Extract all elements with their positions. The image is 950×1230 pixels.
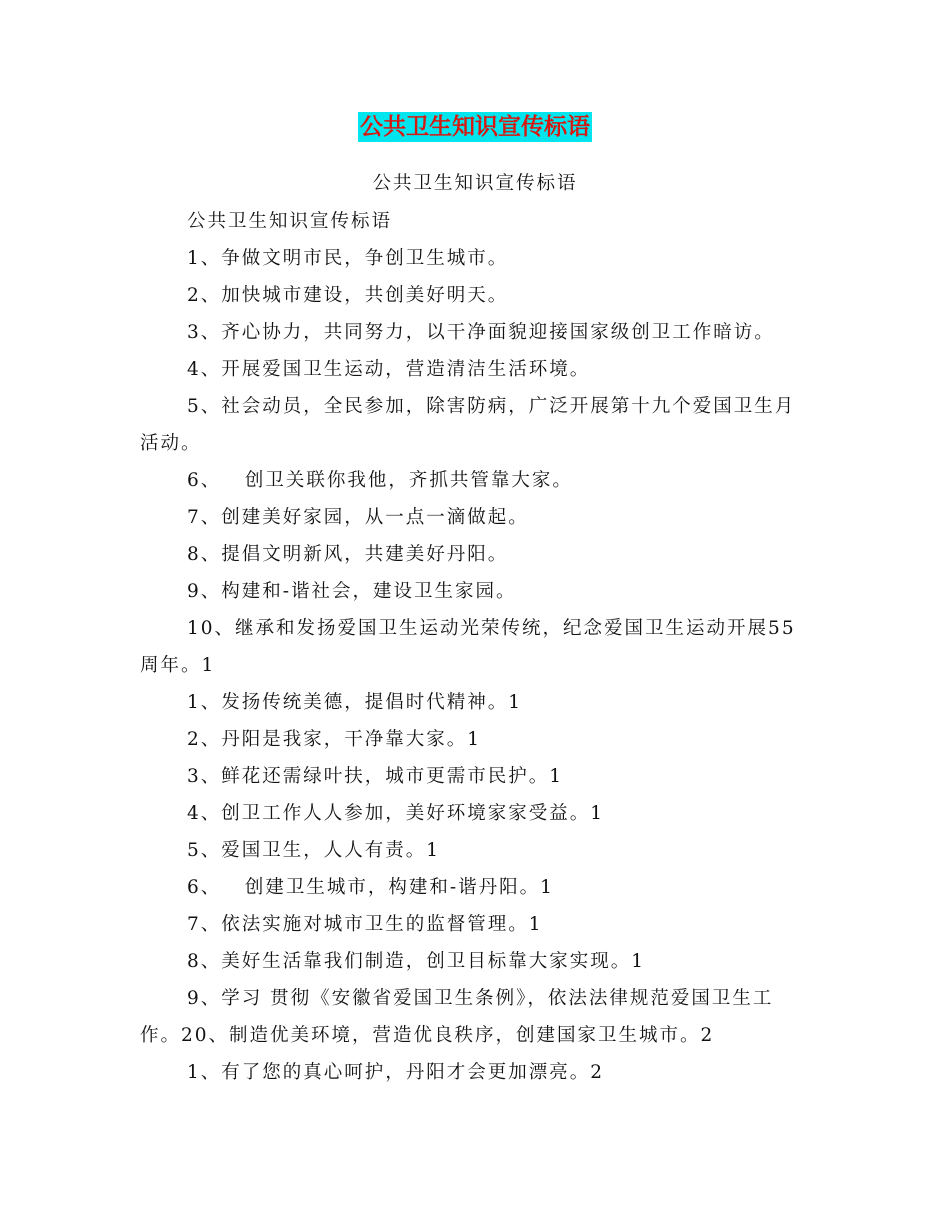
paragraph: 2、丹阳是我家，干净靠大家。1 [187, 729, 482, 750]
paragraph: 5、社会动员，全民参加，除害防病，广泛开展第十九个爱国卫生月活动。 [140, 396, 796, 454]
page-title: 公共卫生知识宣传标语 [360, 114, 590, 140]
paragraph: 4、创卫工作人人参加，美好环境家家受益。1 [187, 803, 605, 824]
paragraph: 6、 创建卫生城市，构建和-谐丹阳。1 [187, 877, 554, 898]
paragraph: 7、依法实施对城市卫生的监督管理。1 [187, 914, 543, 935]
paragraph: 公共卫生知识宣传标语 [187, 211, 393, 232]
paragraph: 7、创建美好家园，从一点一滴做起。 [187, 507, 529, 528]
paragraph: 5、爱国卫生，人人有责。1 [187, 840, 441, 861]
paragraph: 3、鲜花还需绿叶扶，城市更需市民护。1 [187, 766, 564, 787]
paragraph: 9、学习 贯彻《安徽省爱国卫生条例》，依法法律规范爱国卫生工作。20、制造优美环境，营造优良秩序，创建国家卫生城市。2 [140, 988, 774, 1046]
document-body [140, 203, 810, 1091]
paragraph: 4、开展爱国卫生运动，营造清洁生活环境。 [187, 359, 591, 380]
paragraph: 3、齐心协力，共同努力，以干净面貌迎接国家级创卫工作暗访。 [187, 322, 775, 343]
paragraph: 10、继承和发扬爱国卫生运动光荣传统，纪念爱国卫生运动开展55周年。1 [140, 618, 796, 676]
paragraph: 1、争做文明市民，争创卫生城市。 [187, 248, 509, 269]
page-subtitle: 公共卫生知识宣传标语 [372, 173, 578, 194]
paragraph: 9、构建和-谐社会，建设卫生家园。 [187, 581, 517, 602]
paragraph: 8、美好生活靠我们制造，创卫目标靠大家实现。1 [187, 951, 646, 972]
title-row [0, 112, 950, 142]
paragraph: 8、提倡文明新风，共建美好丹阳。 [187, 544, 509, 565]
paragraph: 1、有了您的真心呵护，丹阳才会更加漂亮。2 [187, 1062, 605, 1083]
paragraph: 1、发扬传统美德，提倡时代精神。1 [187, 692, 523, 713]
paragraph: 2、加快城市建设，共创美好明天。 [187, 285, 509, 306]
paragraph: 6、 创卫关联你我他，齐抓共管靠大家。 [187, 470, 573, 491]
